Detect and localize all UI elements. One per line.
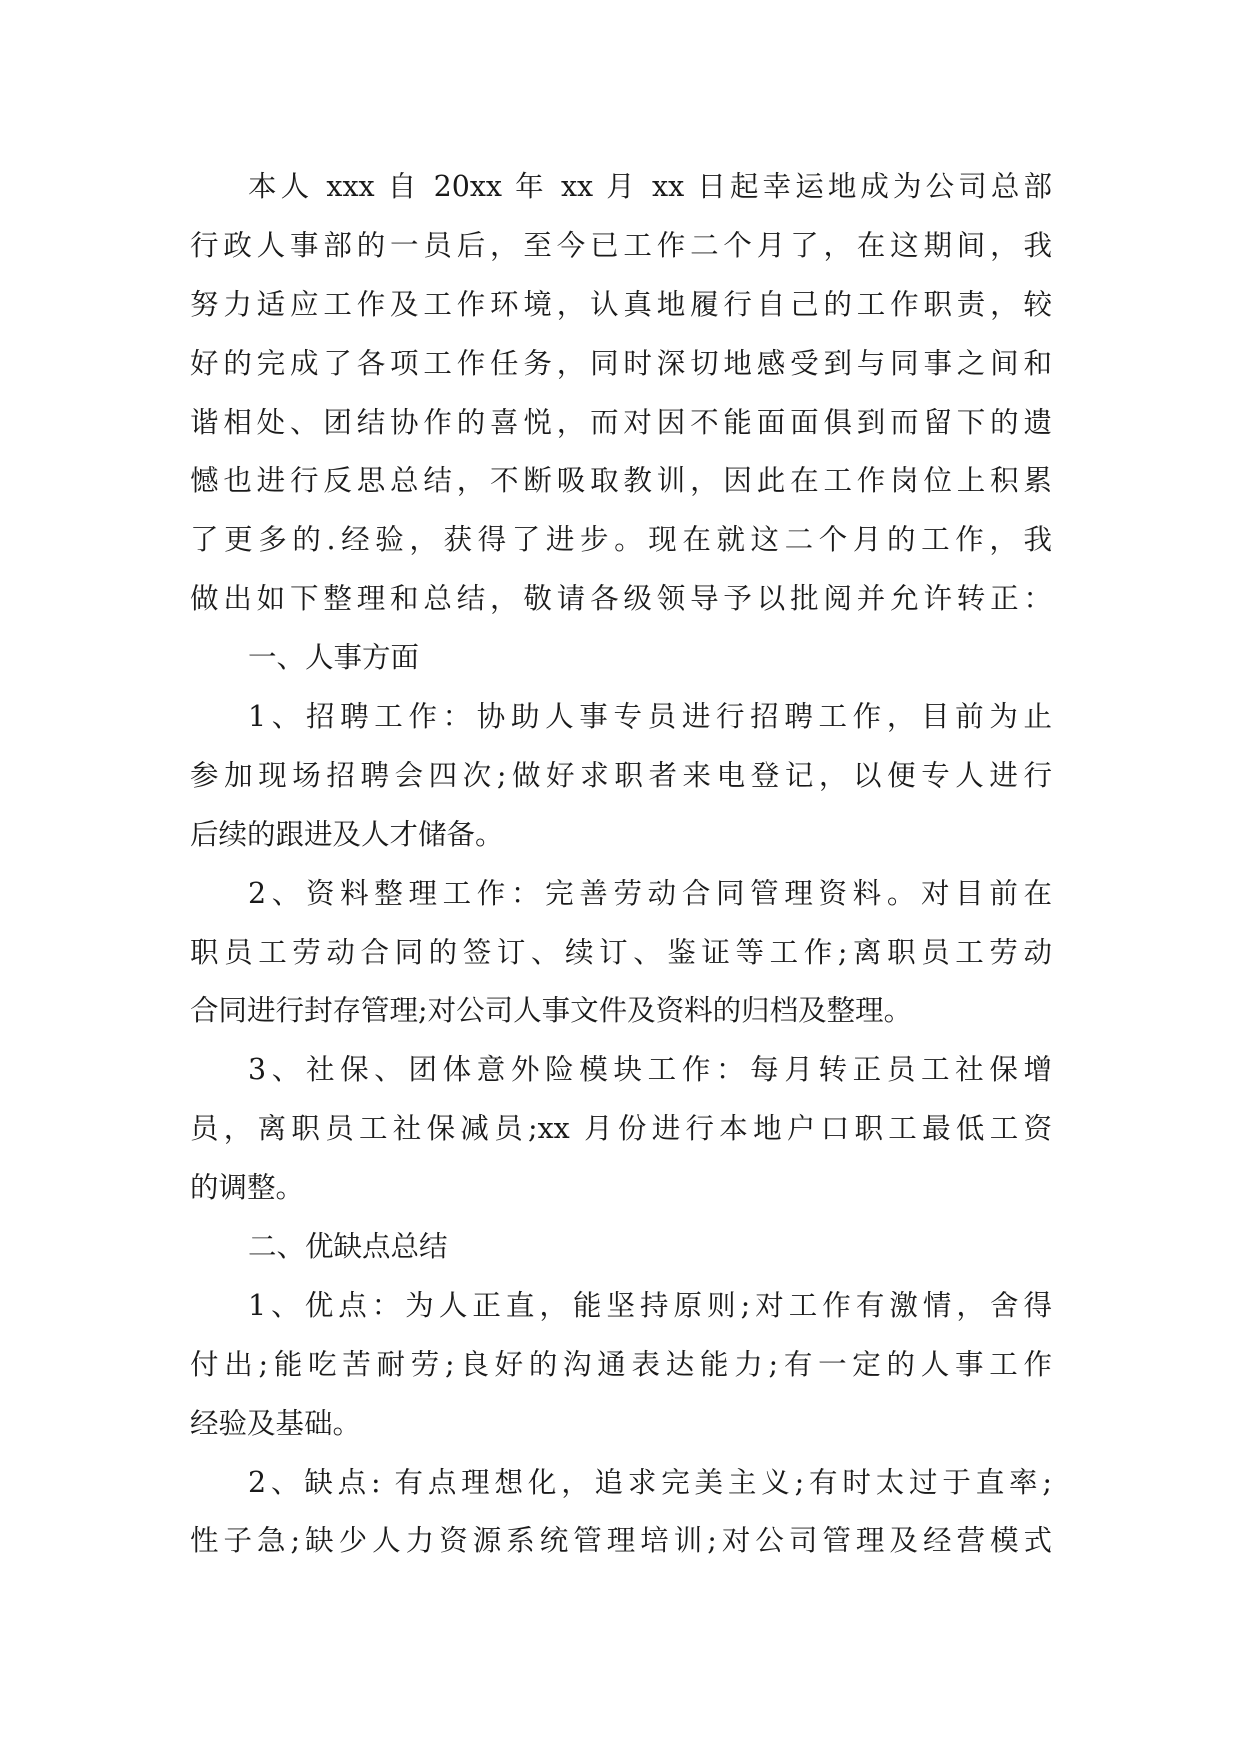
text-line: 憾也进行反思总结，不断吸取教训，因此在工作岗位上积累 — [190, 464, 1052, 498]
text-line: 了更多的.经验，获得了进步。现在就这二个月的工作，我 — [190, 523, 1052, 557]
text-line: 一、人事方面 — [248, 641, 420, 675]
text-line: 经验及基础。 — [190, 1406, 362, 1440]
text-line: 谐相处、团结协作的喜悦，而对因不能面面俱到而留下的遗 — [190, 405, 1052, 439]
text-line: 的调整。 — [190, 1171, 305, 1205]
text-line: 行政人事部的一员后，至今已工作二个月了，在这期间，我 — [190, 228, 1052, 262]
text-line: 2、资料整理工作：完善劳动合同管理资料。对目前在 — [248, 876, 1052, 910]
text-line: 1、招聘工作：协助人事专员进行招聘工作，目前为止 — [248, 700, 1052, 734]
text-line: 1、优点：为人正直，能坚持原则;对工作有激情，舍得 — [248, 1288, 1052, 1322]
text-line: 员，离职员工社保减员;xx 月份进行本地户口职工最低工资 — [190, 1112, 1052, 1146]
text-line: 努力适应工作及工作环境，认真地履行自己的工作职责，较 — [190, 287, 1052, 321]
text-line: 本人 xxx 自 20xx 年 xx 月 xx 日起幸运地成为公司总部 — [248, 170, 1052, 203]
text-line: 性子急;缺少人力资源系统管理培训;对公司管理及经营模式 — [190, 1524, 1052, 1558]
text-line: 参加现场招聘会四次;做好求职者来电登记，以便专人进行 — [190, 758, 1052, 792]
text-line: 二、优缺点总结 — [248, 1230, 448, 1264]
text-line: 付出;能吃苦耐劳;良好的沟通表达能力;有一定的人事工作 — [190, 1347, 1052, 1381]
text-line: 2、缺点: 有点理想化，追求完美主义;有时太过于直率; — [248, 1465, 1052, 1499]
text-line: 后续的跟进及人才储备。 — [190, 817, 504, 851]
document-body — [190, 158, 1052, 1571]
text-line: 好的完成了各项工作任务，同时深切地感受到与同事之间和 — [190, 346, 1052, 380]
text-line: 3、社保、团体意外险模块工作：每月转正员工社保增 — [248, 1053, 1052, 1087]
text-line: 合同进行封存管理;对公司人事文件及资料的归档及整理。 — [190, 994, 913, 1028]
text-line: 做出如下整理和总结，敬请各级领导予以批阅并允许转正： — [190, 582, 1052, 616]
text-line: 职员工劳动合同的签订、续订、鉴证等工作;离职员工劳动 — [190, 935, 1052, 969]
